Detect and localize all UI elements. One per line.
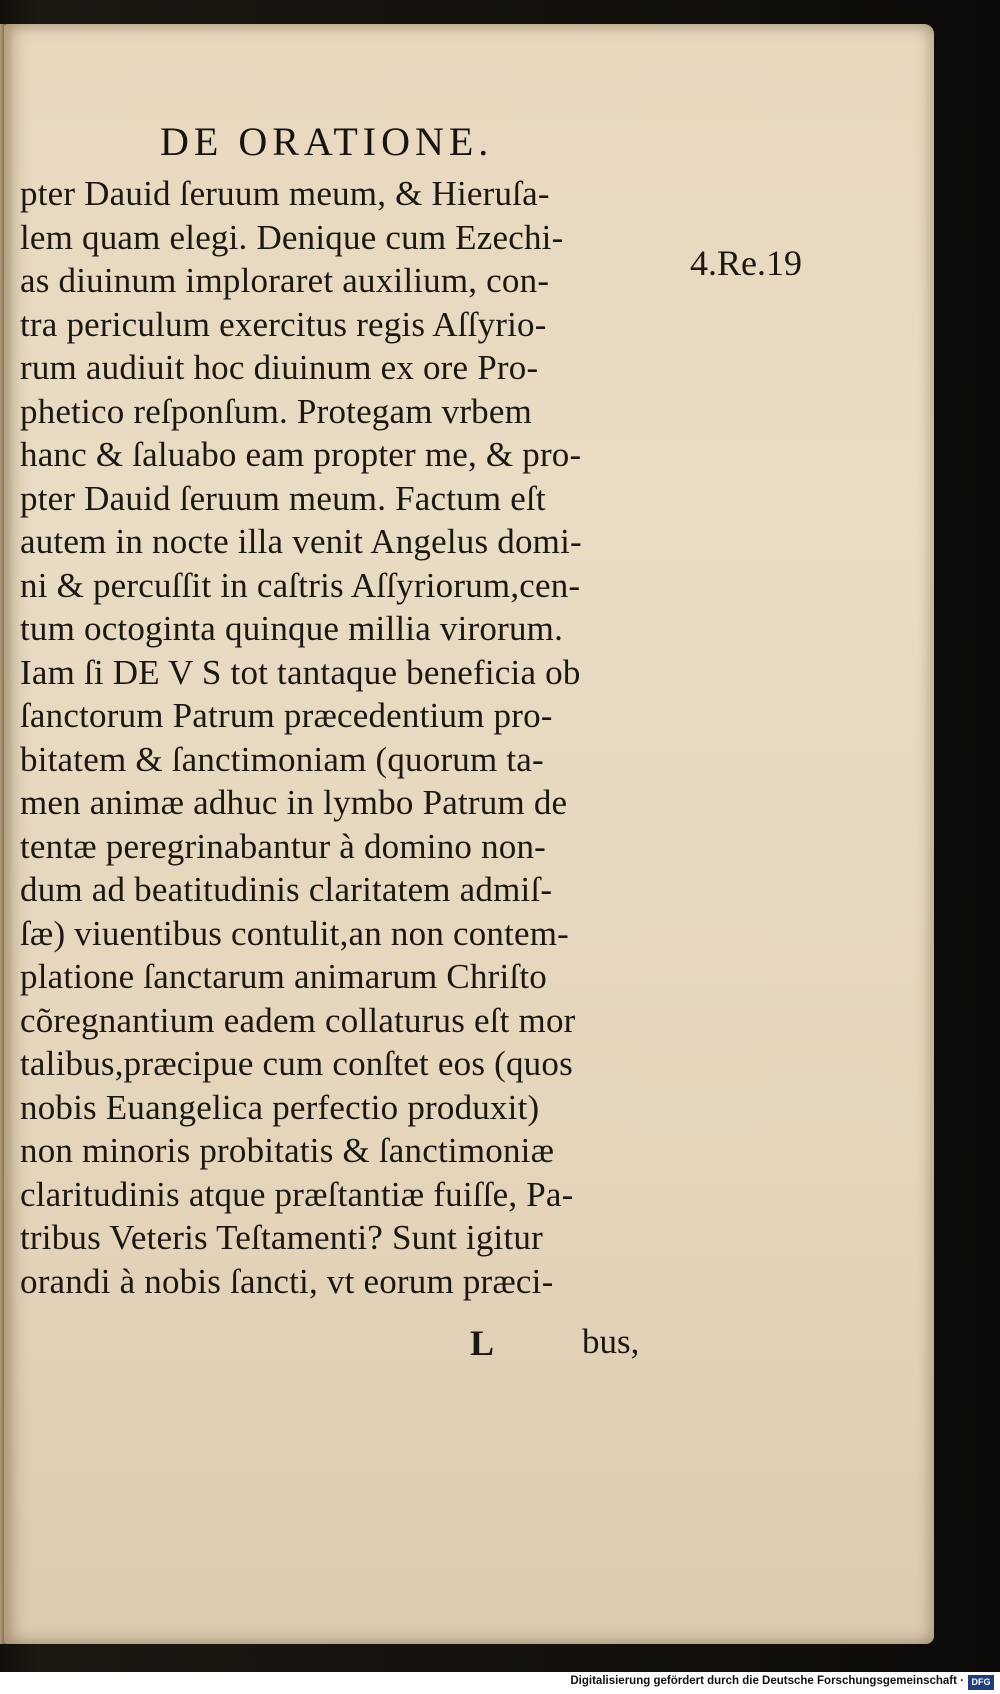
catchword: bus,	[582, 1322, 640, 1361]
text-line: non minoris probitatis & ſanctimoniæ	[20, 1131, 555, 1170]
marginal-note: 4.Re.19	[690, 243, 802, 283]
text-line: cõregnantium eadem collaturus eſt mor	[20, 1000, 576, 1040]
text-line: ſanctorum Patrum præcedentium pro-	[20, 696, 553, 735]
text-line: phetico reſponſum. Protegam vrbem	[20, 391, 533, 431]
page-gutter-shadow	[0, 24, 14, 1644]
text-line: tra periculum exercitus regis Aſſyrio-	[20, 304, 547, 344]
text-line: tribus Veteris Teſtamenti? Sunt igitur	[20, 1218, 543, 1257]
text-line: dum ad beatitudinis claritatem admiſ-	[20, 870, 553, 909]
dfg-logo-icon: DFG	[968, 1675, 994, 1690]
signature-mark: L	[470, 1323, 495, 1363]
text-line: as diuinum imploraret auxilium, con-	[20, 261, 550, 300]
text-line: ni & percuſſit in caſtris Aſſyriorum,cen-	[20, 565, 581, 605]
text-line: lem quam elegi. Denique cum Ezechi-	[20, 217, 564, 257]
running-head: DE ORATIONE.	[160, 119, 494, 164]
text-line: pter Dauid ſeruum meum, & Hieruſa-	[20, 174, 550, 213]
footer-bar	[0, 1672, 1000, 1694]
text-line: tum octoginta quinque millia virorum.	[20, 609, 564, 648]
text-line: rum audiuit hoc diuinum ex ore Pro-	[20, 348, 539, 387]
text-line: orandi à nobis ſancti, vt eorum præci-	[20, 1261, 554, 1301]
text-line: tentæ peregrinabantur à domino non-	[20, 826, 547, 866]
text-line: platione ſanctarum animarum Chriſto	[20, 957, 547, 996]
text-line: bitatem & ſanctimoniam (quorum ta-	[20, 739, 544, 779]
text-line: men animæ adhuc in lymbo Patrum de	[20, 783, 568, 822]
text-line: nobis Euangelica perfectio produxit)	[20, 1087, 540, 1127]
text-line: hanc & ſaluabo eam propter me, & pro-	[20, 435, 582, 474]
body-text	[20, 172, 680, 1303]
footer-credit: Digitalisierung gefördert durch die Deutsche Forschungsgemeinschaft ·	[570, 1675, 964, 1687]
text-line: Iam ſi DE V S tot tantaque beneficia ob	[20, 652, 581, 692]
text-line: autem in nocte illa venit Angelus domi-	[20, 522, 582, 561]
text-line: pter Dauid ſeruum meum. Factum eſt	[20, 478, 546, 518]
text-line: claritudinis atque præſtantiæ fuiſſe, Pa-	[20, 1174, 574, 1214]
text-line: ſæ) viuentibus contulit,an non contem-	[20, 913, 570, 953]
text-line: talibus,præcipue cum conſtet eos (quos	[20, 1044, 573, 1083]
